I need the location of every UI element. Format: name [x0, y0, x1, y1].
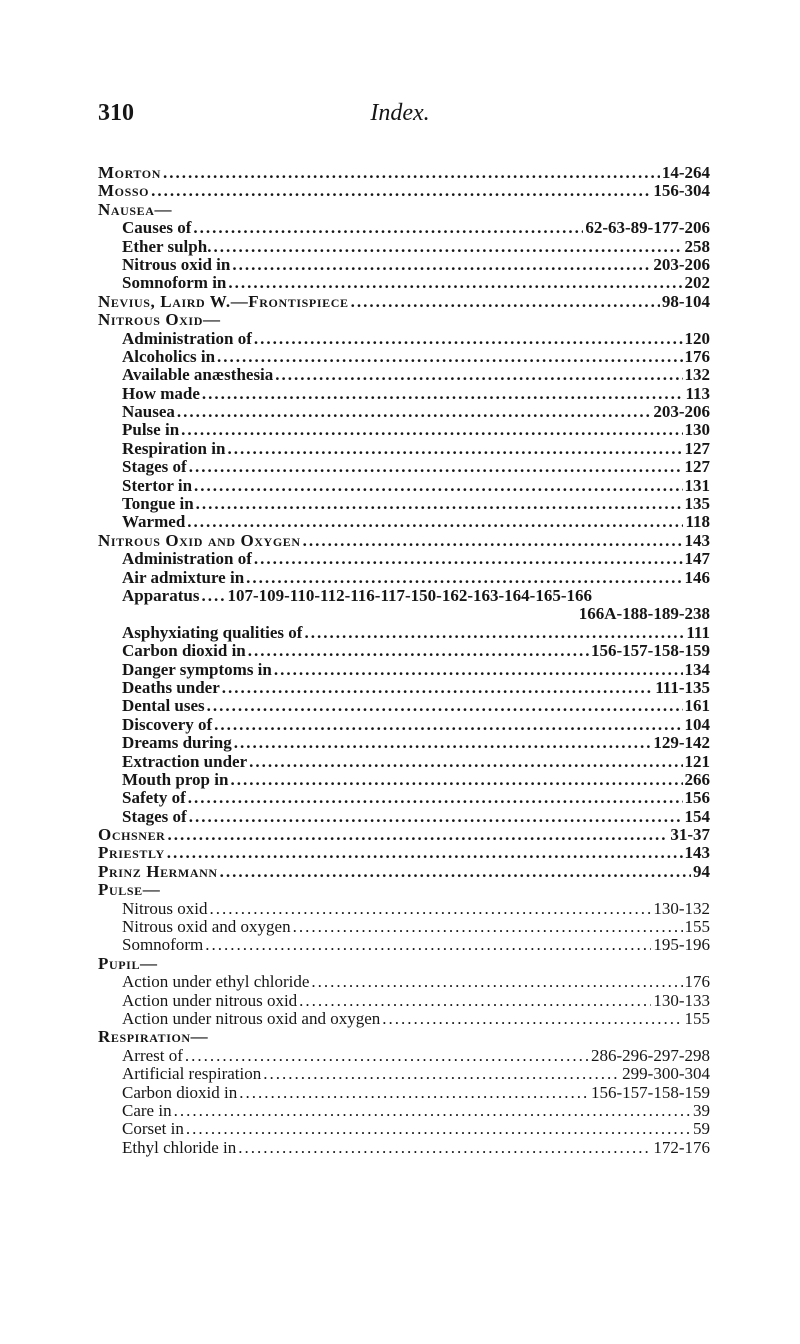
entry-label: Asphyxiating qualities of [122, 622, 303, 642]
index-entries [98, 164, 710, 1157]
index-entry [98, 881, 710, 899]
index-entry [98, 679, 710, 697]
entry-label: Nausea [122, 402, 175, 422]
index-entry [98, 238, 710, 256]
entry-label: Stages of [122, 457, 187, 477]
index-entry [98, 661, 710, 679]
entry-label: Causes of [122, 218, 192, 238]
leader-dots [186, 1120, 691, 1138]
index-entry [98, 955, 710, 973]
entry-label: Nevius, Laird W.—Frontispiece [98, 291, 349, 311]
entry-pages: 154 [684, 806, 710, 826]
entry-label: Administration of [122, 328, 252, 348]
index-entry [98, 826, 710, 844]
entry-pages: 176 [684, 346, 710, 366]
entry-pages: 166A-188-189-238 [578, 604, 710, 624]
leader-dots [263, 1065, 620, 1083]
entry-label: Action under nitrous oxid [122, 990, 298, 1010]
index-entry [98, 1139, 710, 1157]
entry-pages: 258 [684, 236, 710, 256]
entry-label: Nausea— [98, 199, 173, 219]
leader-dots [239, 1084, 589, 1102]
index-entry [98, 918, 710, 936]
leader-dots [222, 679, 653, 697]
entry-label: Dental uses [122, 696, 205, 716]
entry-label: Corset in [122, 1119, 184, 1139]
entry-label: Prinz Hermann [98, 861, 218, 881]
entry-label: Carbon dioxid in [122, 641, 246, 661]
entry-pages: 113 [685, 383, 710, 403]
entry-label: Respiration— [98, 1027, 209, 1047]
entry-pages: 121 [684, 751, 710, 771]
entry-pages: 130-132 [653, 898, 710, 918]
entry-pages: 266 [684, 769, 710, 789]
leader-dots [220, 863, 691, 881]
index-entry [98, 734, 710, 752]
entry-pages: 146 [684, 567, 710, 587]
leader-dots [248, 642, 589, 660]
leader-dots [238, 1139, 651, 1157]
entry-pages: 156 [684, 788, 710, 808]
leader-dots [189, 458, 683, 476]
entry-label: Pupil— [98, 953, 158, 973]
index-entry [98, 587, 710, 605]
leader-dots [181, 421, 682, 439]
leader-dots [196, 495, 683, 513]
leader-dots [167, 844, 683, 862]
leader-dots [230, 771, 682, 789]
index-entry [98, 1047, 710, 1065]
leader-dots [232, 256, 651, 274]
index-entry [98, 808, 710, 826]
leader-dots [201, 587, 225, 605]
index-entry [98, 366, 710, 384]
entry-pages: 39 [693, 1100, 710, 1120]
index-entry [98, 973, 710, 991]
index-entry [98, 716, 710, 734]
index-entry [98, 992, 710, 1010]
entry-label: Stages of [122, 806, 187, 826]
index-entry [98, 1102, 710, 1120]
entry-pages: 31-37 [670, 825, 710, 845]
entry-pages: 131 [684, 475, 710, 495]
index-entry [98, 1028, 710, 1046]
leader-dots [214, 716, 682, 734]
entry-pages: 161 [684, 696, 710, 716]
entry-pages: 143 [684, 843, 710, 863]
entry-pages: 176 [684, 972, 710, 992]
leader-dots [303, 532, 683, 550]
index-entry [98, 477, 710, 495]
entry-label: Action under nitrous oxid and oxygen [122, 1008, 381, 1028]
entry-pages: 202 [684, 273, 710, 293]
entry-pages: 132 [684, 365, 710, 385]
leader-dots [207, 697, 683, 715]
entry-pages: 127 [684, 438, 710, 458]
index-entry [98, 863, 710, 881]
leader-dots [205, 936, 651, 954]
entry-pages: 104 [684, 714, 710, 734]
index-entry [98, 900, 710, 918]
entry-label: Stertor in [122, 475, 193, 495]
leader-dots [185, 1047, 589, 1065]
entry-label: Ochsner [98, 825, 166, 845]
leader-dots [202, 385, 684, 403]
index-entry [98, 697, 710, 715]
entry-label: Nitrous Oxid and Oxygen [98, 530, 301, 550]
leader-dots [293, 918, 683, 936]
entry-pages: 118 [685, 512, 710, 532]
index-entry [98, 532, 710, 550]
index-entry [98, 385, 710, 403]
entry-pages: 172-176 [653, 1137, 710, 1157]
entry-label: Respiration in [122, 438, 226, 458]
entry-pages: 299-300-304 [622, 1064, 710, 1084]
entry-label: Artificial respiration [122, 1064, 262, 1084]
entry-label: Ethyl chloride in [122, 1137, 237, 1157]
entry-label: Safety of [122, 788, 186, 808]
entry-pages: 107-109-110-112-116-117-150-162-163-164-165-166 [227, 585, 592, 605]
entry-label: Air admixture in [122, 567, 245, 587]
entry-pages: 135 [684, 494, 710, 514]
index-entry [98, 458, 710, 476]
entry-label: Alcoholics in [122, 346, 216, 366]
running-title: Index. [370, 100, 430, 126]
leader-dots [228, 274, 682, 292]
page-number: 310 [98, 100, 134, 126]
entry-label: Administration of [122, 549, 252, 569]
page-header [98, 100, 702, 134]
index-entry [98, 605, 710, 623]
index-entry [98, 164, 710, 182]
entry-label: Pulse in [122, 420, 180, 440]
entry-label: Priestly [98, 843, 165, 863]
entry-label: Discovery of [122, 714, 213, 734]
entry-label: Warmed [122, 512, 186, 532]
leader-dots [227, 440, 682, 458]
entry-pages: 130-133 [653, 990, 710, 1010]
entry-label: Ether sulph. [122, 236, 212, 256]
index-entry [98, 311, 710, 329]
entry-pages: 143 [684, 530, 710, 550]
entry-label: Somnoform [122, 935, 204, 955]
leader-dots [275, 366, 682, 384]
entry-pages: 120 [684, 328, 710, 348]
leader-dots [249, 753, 682, 771]
leader-dots [194, 477, 682, 495]
leader-dots [311, 973, 682, 991]
entry-pages: 156-304 [653, 181, 710, 201]
entry-pages: 130 [684, 420, 710, 440]
index-entry [98, 844, 710, 862]
leader-dots [167, 826, 668, 844]
entry-pages: 203-206 [653, 402, 710, 422]
index-entry [98, 771, 710, 789]
leader-dots [174, 1102, 691, 1120]
index-entry [98, 1084, 710, 1102]
entry-label: Mosso [98, 181, 150, 201]
index-entry [98, 440, 710, 458]
entry-label: Nitrous oxid [122, 898, 208, 918]
entry-label: Care in [122, 1100, 172, 1120]
leader-dots [299, 992, 651, 1010]
entry-label: Available anæsthesia [122, 365, 274, 385]
entry-pages: 14-264 [661, 163, 710, 182]
index-entry [98, 550, 710, 568]
leader-dots [254, 330, 683, 348]
entry-pages: 155 [684, 917, 710, 937]
entry-pages: 111-135 [655, 677, 710, 697]
entry-pages: 98-104 [661, 291, 710, 311]
index-entry [98, 936, 710, 954]
index-entry [98, 1120, 710, 1138]
index-entry [98, 789, 710, 807]
index-entry [98, 182, 710, 200]
entry-label: Morton [98, 163, 162, 182]
index-entry [98, 1065, 710, 1083]
index-entry [98, 274, 710, 292]
leader-dots [304, 624, 684, 642]
entry-pages: 62-63-89-177-206 [585, 218, 710, 238]
entry-label: Mouth prop in [122, 769, 229, 789]
leader-dots [209, 900, 651, 918]
index-entry [98, 1010, 710, 1028]
entry-pages: 134 [684, 659, 710, 679]
entry-pages: 156-157-158-159 [591, 641, 710, 661]
index-entry [98, 330, 710, 348]
entry-label: Nitrous Oxid— [98, 310, 221, 330]
leader-dots [246, 569, 682, 587]
entry-pages: 203-206 [653, 254, 710, 274]
entry-label: How made [122, 383, 200, 403]
leader-dots [163, 164, 660, 182]
entry-pages: 155 [684, 1008, 710, 1028]
index-entry [98, 256, 710, 274]
entry-pages: 195-196 [653, 935, 710, 955]
entry-label: Deaths under [122, 677, 220, 697]
leader-dots [177, 403, 651, 421]
entry-label: Carbon dioxid in [122, 1082, 238, 1102]
entry-pages: 94 [693, 861, 710, 881]
index-entry [98, 348, 710, 366]
entry-pages: 129-142 [653, 733, 710, 753]
leader-dots [351, 293, 660, 311]
entry-pages: 59 [693, 1119, 710, 1139]
index-entry [98, 219, 710, 237]
leader-dots [234, 734, 652, 752]
index-entry [98, 293, 710, 311]
leader-dots [188, 789, 683, 807]
entry-label: Nitrous oxid in [122, 254, 231, 274]
entry-label: Apparatus [122, 585, 200, 605]
leader-dots [193, 219, 583, 237]
index-entry [98, 642, 710, 660]
entry-label: Somnoform in [122, 273, 227, 293]
leader-dots [187, 513, 683, 531]
index-entry [98, 753, 710, 771]
index-entry [98, 624, 710, 642]
index-entry [98, 495, 710, 513]
entry-pages: 286-296-297-298 [591, 1045, 710, 1065]
entry-label: Arrest of [122, 1045, 183, 1065]
entry-pages: 147 [684, 549, 710, 569]
entry-label: Extraction under [122, 751, 248, 771]
leader-dots [382, 1010, 682, 1028]
leader-dots [189, 808, 683, 826]
index-entry [98, 201, 710, 219]
index-entry [98, 421, 710, 439]
entry-pages: 156-157-158-159 [591, 1082, 710, 1102]
entry-pages: 127 [684, 457, 710, 477]
index-entry [98, 513, 710, 531]
entry-label: Action under ethyl chloride [122, 972, 310, 992]
entry-label: Danger symptoms in [122, 659, 272, 679]
entry-label: Tongue in [122, 494, 194, 514]
leader-dots [274, 661, 683, 679]
entry-label: Nitrous oxid and oxygen [122, 917, 291, 937]
leader-dots [151, 182, 651, 200]
index-entry [98, 569, 710, 587]
entry-label: Pulse— [98, 880, 161, 900]
leader-dots [254, 550, 683, 568]
leader-dots [217, 348, 682, 366]
entry-pages: 111 [686, 622, 710, 642]
index-entry [98, 403, 710, 421]
entry-label: Dreams during [122, 733, 232, 753]
leader-dots [213, 238, 682, 256]
